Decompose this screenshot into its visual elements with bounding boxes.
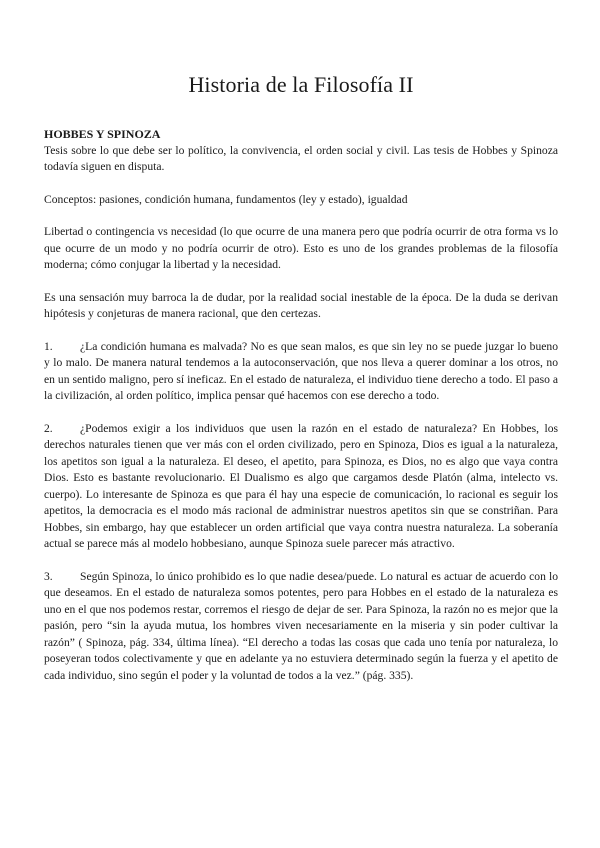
paragraph-doubt: Es una sensación muy barroca la de dudar, por la realidad social inestable de la época. De la duda se derivan hipótesis y conjeturas de manera racional, que den certezas. xyxy=(44,290,558,320)
numbered-item-3 xyxy=(44,569,558,685)
item-number: 1. xyxy=(44,339,53,353)
item-number: 3. xyxy=(44,569,53,583)
paragraph-concepts: Conceptos: pasiones, condición humana, fundamentos (ley y estado), igualdad xyxy=(44,192,408,206)
item-text: Según Spinoza, lo único prohibido es lo que nadie desea/puede. Lo natural es actuar de acuerdo con lo que deseamos. En el estado de naturaleza somos potentes, pero para Hobbes en el estado de la naturaleza es uno en el que nos podemos restar, corremos el riesgo de dejar de ser. Para Spinoza, la razón no es mejor que la pasión, pero “sin la ayuda mutua, los hombres viven necesariamente en la miseria y sin poder cultivar la razón” ( Spinoza, pág. 334, última línea). “El derecho a todas las cosas que cada uno tenía por naturaleza, lo poseyeran todos colectivamente y que en adelante ya no estuviera determinado según la fuerza y el apetito de cada individuo, sino según el poder y la voluntad de todos a la vez.” (pág. 335). xyxy=(44,569,558,682)
numbered-item-1 xyxy=(44,339,558,405)
section-heading: HOBBES Y SPINOZA xyxy=(44,127,161,141)
paragraph-freedom: Libertad o contingencia vs necesidad (lo que ocurre de una manera pero que podría ocurrir de otra forma vs lo que ocurre de un modo y no podría ocurrir de otro). Esto es uno de los grandes problemas de la filosofía moderna; cómo conjugar la libertad y la necesidad. xyxy=(44,225,558,271)
item-text: ¿Podemos exigir a los individuos que usen la razón en el estado de naturaleza? En Hobbes, los derechos naturales tienen que ver más con el orden civilizado, pero en Spinoza, Dios es igual a la naturaleza, los apetitos son igual a la naturaleza. El deseo, el apetito, para Spinoza, es Dios, no es algo que vaya contra Dios. Esto es bastante revolucionario. El Dualismo es algo que cargamos desde Platón (alma, intelecto vs. cuerpo). Lo interesante de Spinoza es que para él hay una especie de comunicación, lo racional es seguir los apetitos, la democracia es el modo más racional de administrar nuestros apetitos sin que se constriñan. Para Hobbes, sin embargo, hay que establecer un orden artificial que vaya contra nuestra naturaleza. La soberanía actual se parece más al modelo hobbesiano, aunque Spinoza suele parecer más atractivo. xyxy=(44,421,558,550)
page-title: Historia de la Filosofía II xyxy=(188,72,414,97)
numbered-item-2 xyxy=(44,421,558,553)
item-text: ¿La condición humana es malvada? No es que sean malos, es que sin ley no se puede juzgar lo bueno y lo malo. De manera natural tendemos a la autoconservación, que nos lleva a querer dominar a los otros, no en un sentido maligno, pero sí ineficaz. En el estado de naturaleza, el individuo tiene derecho a todo. El paso a la civilización, al orden político, implica pensar qué hacemos con ese derecho a todo. xyxy=(44,339,558,402)
paragraph-intro: Tesis sobre lo que debe ser lo político, la convivencia, el orden social y civil. Las tesis de Hobbes y Spinoza todavía siguen en disputa. xyxy=(44,143,558,173)
document-page xyxy=(44,72,558,700)
item-number: 2. xyxy=(44,421,53,435)
